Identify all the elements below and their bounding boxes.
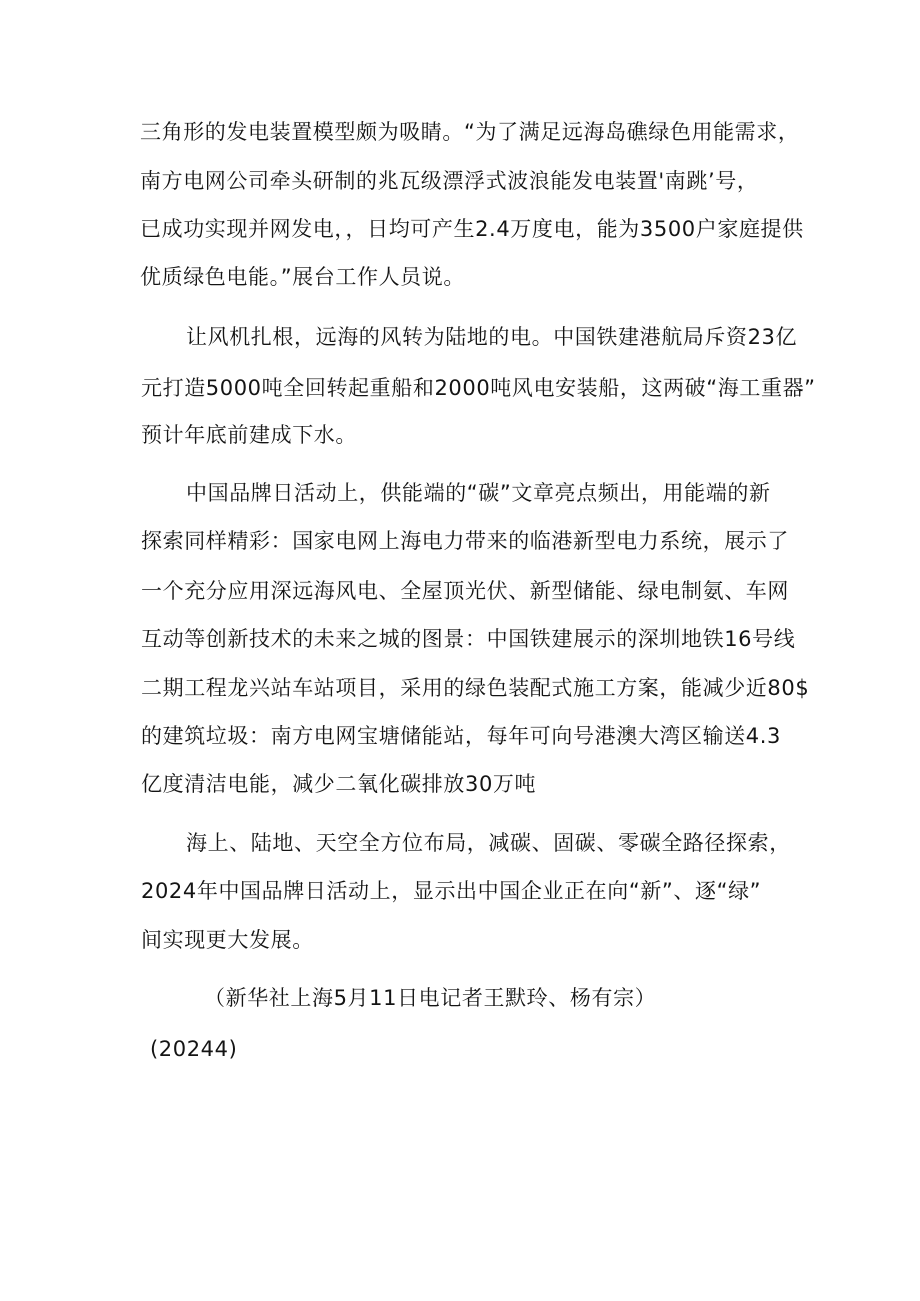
text-line: 三角形的发电装置模型颇为吸睛。“为了满足远海岛礁绿色用能需求， [140, 120, 800, 144]
text-line: 探索同样精彩：国家电网上海电力带来的临港新型电力系统，展示了 [141, 529, 789, 553]
text-line: 互动等创新技术的未来之城的图景：中国铁建展示的深圳地铁16号线 [141, 627, 796, 651]
text-line: 元打造5000吨全回转起重船和2000吨风电安装船，这两破“海工重器” [141, 376, 816, 400]
text-line: 预计年底前建成下水。 [141, 423, 357, 447]
text-line: 已成功实现并网发电，，日均可产生2.4万度电，能为3500户家庭提供 [140, 217, 804, 241]
text-line: 2024年中国品牌日活动上，显示出中国企业正在向“新”、逐“绿” [141, 879, 762, 903]
text-line: 优质绿色电能。”展台工作人员说。 [140, 265, 465, 289]
byline: （新华社上海5月11日电记者王默玲、杨有宗） [204, 986, 657, 1010]
text-line: 海上、陆地、天空全方位布局，减碳、固碳、零碳全路径探索， [186, 831, 791, 855]
text-line: 中国品牌日活动上，供能端的“碳”文章亮点频出，用能端的新 [186, 481, 771, 505]
text-line: 南方电网公司牵头研制的兆瓦级漂浮式波浪能发电装置'南跳’号， [140, 169, 759, 193]
text-line: 一个充分应用深远海风电、全屋顶光伏、新型储能、绿电制氨、车网 [141, 579, 789, 603]
text-line: 亿度清洁电能，减少二氧化碳排放30万吨 [141, 772, 537, 796]
text-line: 让风机扎根，远海的风转为陆地的电。中国铁建港航局斥资23亿 [186, 325, 798, 349]
text-line: 二期工程龙兴站车站项目，采用的绿色装配式施工方案，能减少近80$ [141, 676, 810, 700]
date-note: (20244) [150, 1037, 238, 1061]
text-line: 的建筑垃圾：南方电网宝塘储能站，每年可向号港澳大湾区输送4.3 [141, 724, 781, 748]
text-line: 间实现更大发展。 [141, 928, 314, 952]
